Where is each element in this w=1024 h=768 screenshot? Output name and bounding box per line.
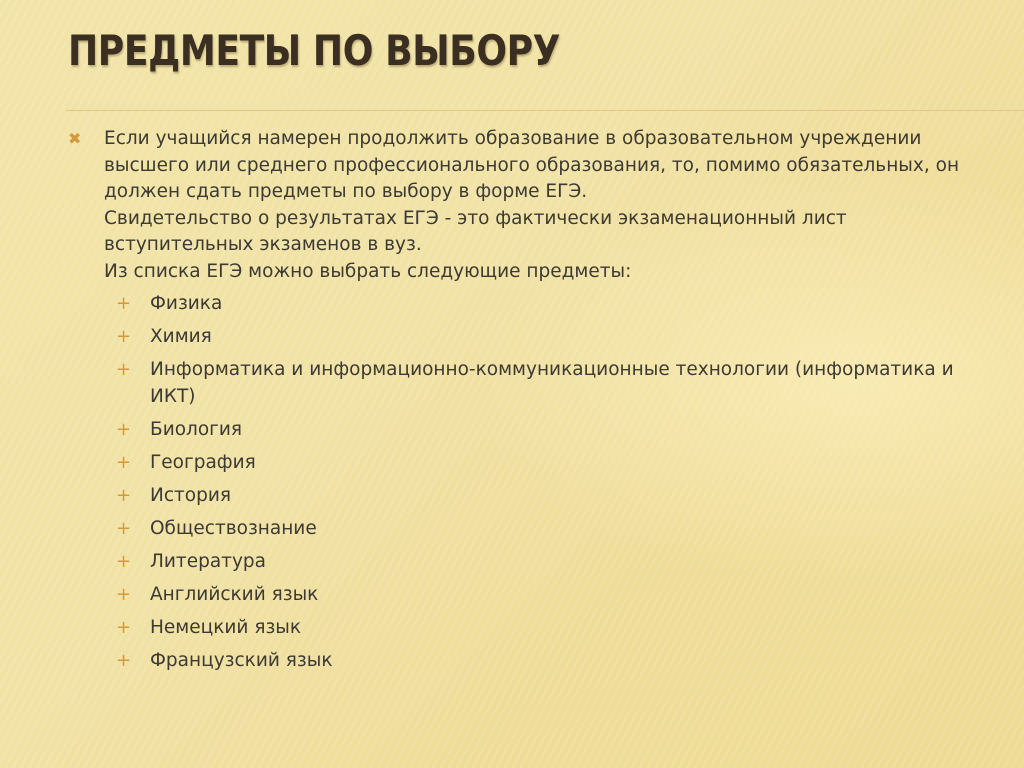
plus-icon: + <box>116 517 132 539</box>
intro-paragraph <box>66 126 966 285</box>
list-item <box>116 450 966 477</box>
slide-title: ПРЕДМЕТЫ ПО ВЫБОРУ <box>68 26 561 75</box>
subject-label: Физика <box>150 293 223 314</box>
plus-icon: + <box>116 616 132 638</box>
plus-icon: + <box>116 451 132 473</box>
list-item <box>116 648 966 675</box>
intro-line: должен сдать предметы по выбору в форме ЕГЭ. <box>104 181 588 202</box>
list-item <box>116 582 966 609</box>
intro-line: Если учащийся намерен продолжить образование в образовательном учреждении <box>104 128 922 149</box>
subject-label: Биология <box>150 418 243 440</box>
list-item <box>116 357 966 410</box>
list-item <box>116 549 966 576</box>
plus-icon: + <box>116 326 132 347</box>
plus-icon: + <box>116 359 132 380</box>
subject-label: История <box>150 484 232 506</box>
plus-icon: + <box>116 550 132 572</box>
subject-label: Немецкий язык <box>150 616 302 638</box>
intro-line: Из списка ЕГЭ можно выбрать следующие предметы: <box>104 260 632 282</box>
plus-icon: + <box>116 293 132 314</box>
subject-list <box>66 291 966 674</box>
plus-icon: + <box>116 583 132 605</box>
list-item <box>116 615 966 642</box>
plus-icon: + <box>116 649 132 671</box>
subject-label: География <box>150 451 256 473</box>
intro-line: Свидетельство о результатах ЕГЭ - это фактически экзаменационный лист <box>104 207 847 229</box>
subject-label: Английский язык <box>150 583 319 605</box>
subject-label: Обществознание <box>150 517 317 539</box>
intro-line: вступительных экзаменов в вуз. <box>104 234 422 255</box>
list-item <box>116 483 966 510</box>
title-divider <box>66 110 1024 111</box>
subject-label: Литература <box>150 550 266 572</box>
plus-icon: + <box>116 418 132 440</box>
x-icon: ✖ <box>68 129 82 148</box>
intro-line: высшего или среднего профессионального образования, то, помимо обязательных, он <box>104 154 960 176</box>
list-item <box>116 324 966 351</box>
list-item <box>116 516 966 543</box>
subject-label: Французский язык <box>150 649 333 671</box>
slide-content <box>66 126 966 681</box>
list-item <box>116 417 966 444</box>
subject-label: Информатика и информационно-коммуникационные технологии (информатика и ИКТ) <box>150 359 954 407</box>
plus-icon: + <box>116 484 132 506</box>
subject-label: Химия <box>150 326 212 347</box>
list-item <box>116 291 966 318</box>
